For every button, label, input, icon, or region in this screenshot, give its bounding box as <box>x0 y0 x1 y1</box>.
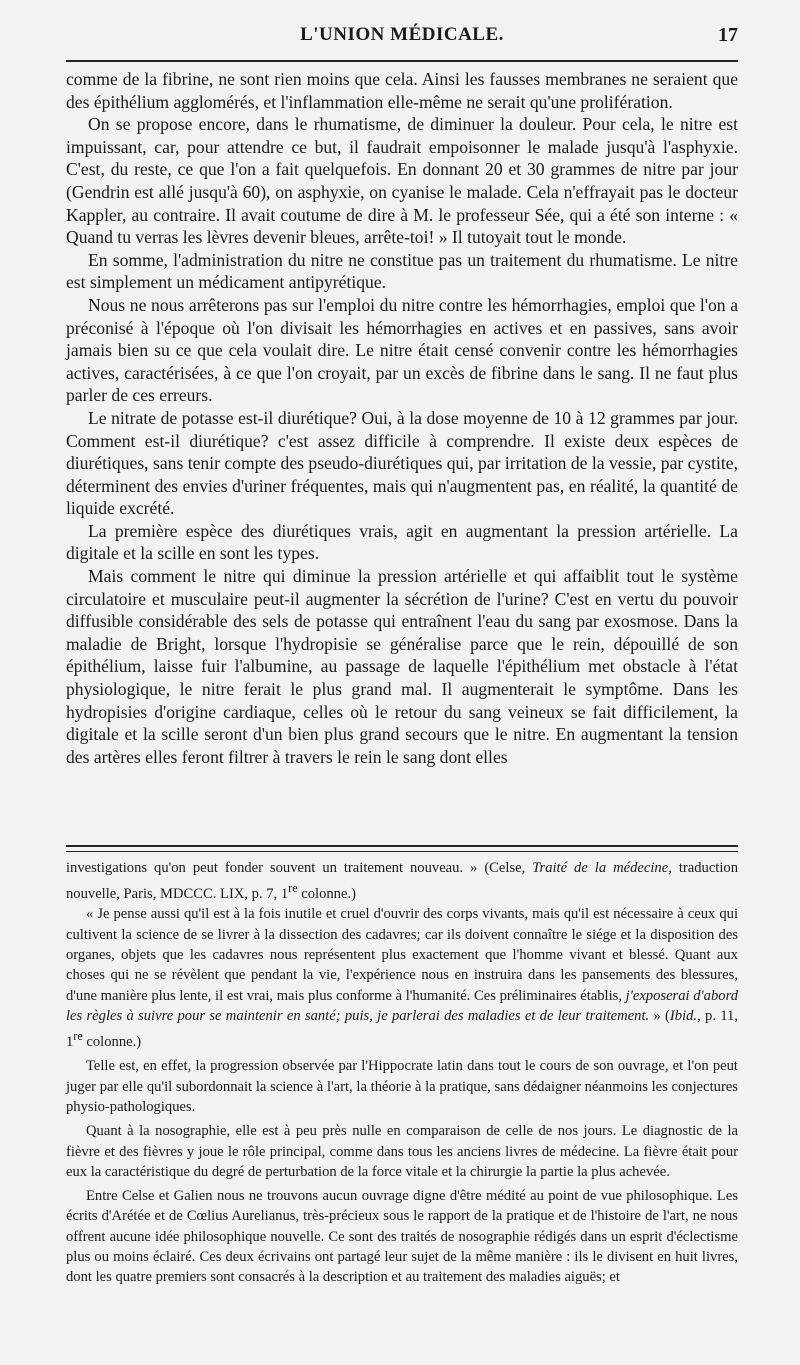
footnote-paragraph: Entre Celse et Galien nous ne trouvons aucun ouvrage digne d'être médité au point de vue philosophique. Les écrits d'Arétée et de Cœlius Aurelianus, très-précieux sous le rapport de la pratique et de l'histoire de l'art, ne nous offrent aucune idée philosophique nouvelle. Ce sont des traités de nosographie rédigés dans un esprit d'éclectisme plus ou moins éclairé. Ces deux écrivains ont partagé leur sujet de la même manière : ils le divisent en huit livres, dont les quatre premiers sont consacrés à la description et au traitement des maladies aiguës; et <box>66 1188 738 1286</box>
main-text <box>66 68 738 768</box>
main-paragraph: En somme, l'administration du nitre ne constitue pas un traitement du rhumatisme. Le nitre est simplement un médicament antipyrétique. <box>66 249 738 293</box>
main-paragraph: Le nitrate de potasse est-il diurétique? Oui, à la dose moyenne de 10 à 12 grammes par jour. Comment est-il diurétique? c'est assez difficile à comprendre. Il existe deux espèces de diurétiques, sans tenir compte des pseudo-diurétiques qui, par irritation de la vessie, par cystite, déterminent des envies d'uriner fréquentes, mais qui n'augmentent pas, en réalité, la quantité de liquide excrété. <box>66 407 738 519</box>
footnote-text: investigations qu'on peut fonder souvent un traitement nouveau. » (Celse, <box>66 860 533 876</box>
journal-title: L'UNION MÉDICALE. <box>300 24 504 45</box>
ordinal-suffix: re <box>73 1029 83 1044</box>
footnote-paragraph <box>66 858 738 904</box>
footnote-text: colonne.) <box>297 886 356 903</box>
main-paragraph: Mais comment le nitre qui diminue la pression artérielle et qui affaiblit tout le système circulatoire et musculaire peut-il augmenter la sécrétion de l'urine? C'est en vertu du pouvoir diffusible considérable des sels de potasse qui entraînent l'eau du sang par exosmose. Dans la maladie de Bright, lorsque l'hydropisie se généralise parce que le rein, dépouillé de son épithélium, laisse fuir l'albumine, au passage de laquelle l'épithélium met obstacle à l'état physiologique, le nitre ferait le plus grand mal. Il augmenterait le symptôme. Dans les hydropisies d'origine cardiaque, celles où le retour du sang veineux se fait difficilement, la digitale et la scille seront d'un bien plus grand secours que le nitre. En augmentant la tension des artères elles feront filtrer à travers le rein le sang dont elles <box>66 566 738 767</box>
footnote-text: colonne.) <box>82 1034 142 1051</box>
footnotes <box>66 858 738 1288</box>
footnote-paragraph <box>66 904 738 1052</box>
footnote-text: » ( <box>649 1007 670 1024</box>
header-rule <box>66 60 738 62</box>
footnote-text: , p. 11, 1 <box>66 1007 738 1051</box>
footnote-separator <box>66 845 738 852</box>
ordinal-suffix: re <box>288 881 298 896</box>
footnote-paragraph: Quant à la nosographie, elle est à peu près nulle en comparaison de celle de nos jours. Le diagnostic de la fièvre et des fièvres y joue le rôle principal, comme dans tous les anciens livres de médecine. La fièvre était pour eux la caractéristique du degré de perturbation de la force vitale et la chirurgie la partie la plus achevée. <box>66 1123 738 1180</box>
footnote-italic-quote: j'exposerai d'abord les règles à suivre pour se maintenir en santé; puis, je parlerai des maladies et de leur traitement. <box>66 987 739 1024</box>
footnote-paragraph: Telle est, en effet, la progression observée par l'Hippocrate latin dans tout le cours de son ouvrage, et l'on peut juger par elle qu'il subordonnait la science à l'art, la théorie à la pratique, sans dédaigner néanmoins les conjectures physio-pathologiques. <box>66 1058 738 1115</box>
footnote-text: « Je pense aussi qu'il est à la fois inutile et cruel d'ouvrir des corps vivants, mais qu'il est nécessaire à ceux qui cultivent la science de se livrer à la dissection des cadavres; car ils doivent connaître le siége et la disposition des organes, objets que les cadavres nous représentent plus exactement que l'homme vivant et blessé. Quant aux choses qui ne se révèlent que pendant la vie, l'expérience nous en instruira dans les pansements des blessures, d'une manière plus lente, il est vrai, mais plus conforme à l'humanité. Ces préliminaires établis, <box>66 906 738 1004</box>
footnote-text: , traduction nouvelle, Paris, MDCCC. LIX, p. 7, 1 <box>66 860 738 903</box>
book-title: Traité de la médecine <box>532 860 669 876</box>
running-header <box>66 24 738 56</box>
main-paragraph: On se propose encore, dans le rhumatisme, de diminuer la douleur. Pour cela, le nitre est impuissant, car, pour attendre ce but, il faudrait empoisonner le malade jusqu'à l'asphyxie. C'est, du reste, ce que l'on a fait quelquefois. En donnant 20 et 30 grammes de nitre par jour (Gendrin est allé jusqu'à 60), on asphyxie, on cyanise le malade. Cela n'effrayait pas le docteur Kappler, au contraire. Il avait coutume de dire à M. le professeur Sée, qui a été son interne : « Quand tu verras les lèvres devenir bleues, arrête-toi! » Il tutoyait tout le monde. <box>66 114 738 248</box>
page-number: 17 <box>718 24 738 46</box>
ibid-abbrev: Ibid. <box>669 1007 698 1024</box>
main-paragraph: Nous ne nous arrêterons pas sur l'emploi du nitre contre les hémorrhagies, emploi que l'on a préconisé à l'époque où l'on divisait les hémorrhagies en actives et en passives, sans avoir jamais bien su ce que cela voulait dire. Le nitre était censé convenir contre les hémorrhagies actives, caractérisées, à ce que l'on croyait, par un excès de fibrine dans le sang. Il ne faut plus parler de ces erreurs. <box>66 294 738 406</box>
main-paragraph: La première espèce des diurétiques vrais, agit en augmentant la pression artérielle. La digitale et la scille en sont les types. <box>66 520 738 564</box>
main-paragraph: comme de la fibrine, ne sont rien moins que cela. Ainsi les fausses membranes ne seraient que des épithélium agglomérés, et l'inflammation elle-même ne serait qu'une prolifération. <box>66 69 738 112</box>
